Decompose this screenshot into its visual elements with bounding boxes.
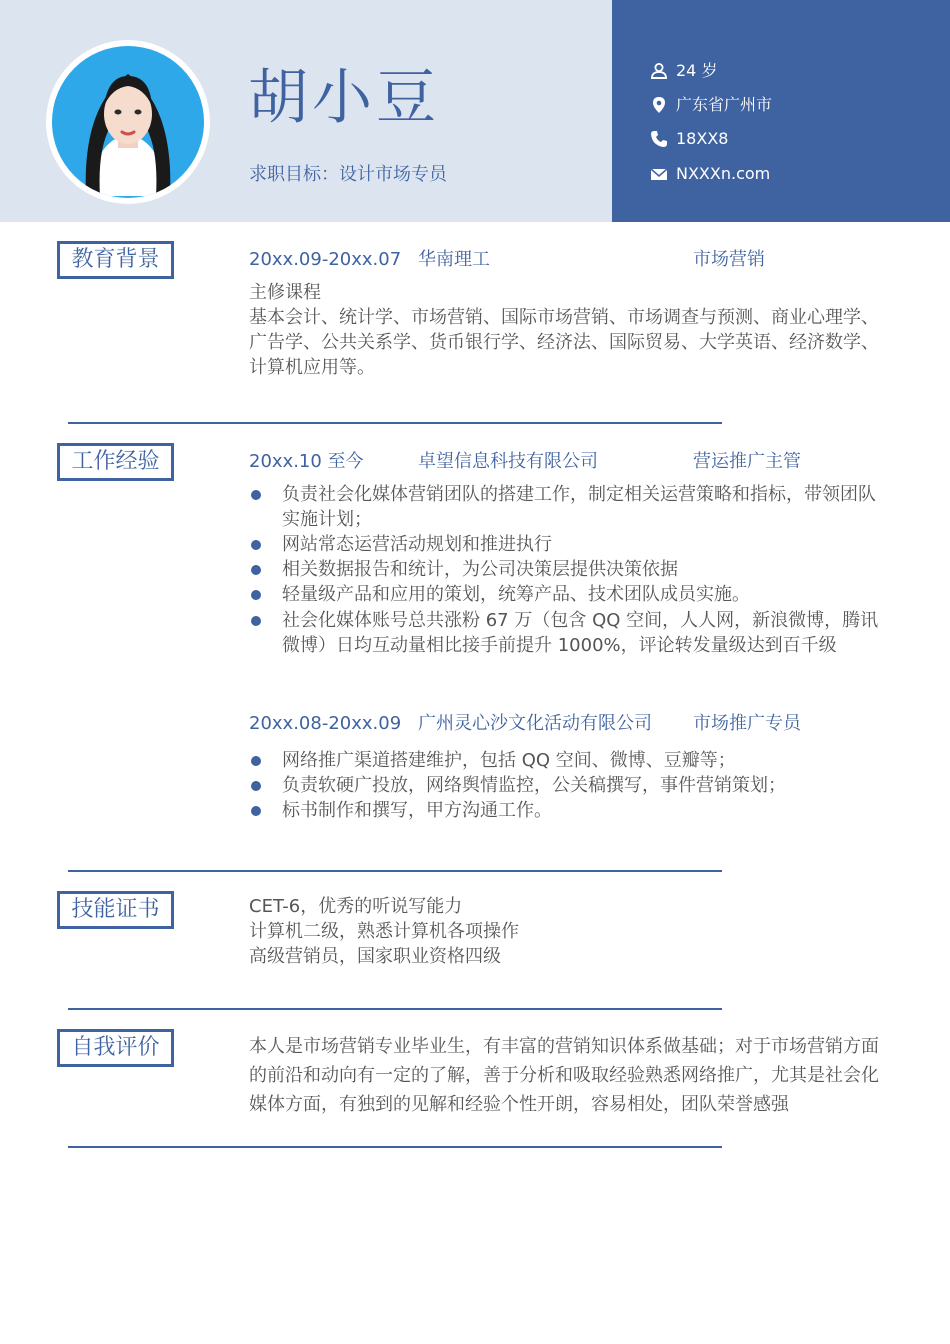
education-school: 华南理工 xyxy=(418,249,490,270)
section-divider xyxy=(68,422,722,424)
list-item: 负责软硬广投放，网络舆情监控，公关稿撰写，事件营销策划； xyxy=(249,773,889,798)
job-1-company: 卓望信息科技有限公司 xyxy=(418,451,598,472)
self-eval-section-title: 自我评价 xyxy=(57,1029,174,1067)
bullet-dot xyxy=(251,540,261,550)
bullet-dot xyxy=(251,590,261,600)
bullet-dot xyxy=(251,490,261,500)
list-item: 轻量级产品和应用的策划，统筹产品、技术团队成员实施。 xyxy=(249,582,889,607)
age-text: 24 岁 xyxy=(676,61,718,80)
candidate-name: 胡小豆 xyxy=(248,63,440,133)
contact-phone xyxy=(648,126,938,152)
bullet-dot xyxy=(251,616,261,626)
job-2-date: 20xx.08-20xx.09 xyxy=(249,713,402,734)
contact-email xyxy=(648,161,938,187)
course-list: 基本会计、统计学、市场营销、国际市场营销、市场调查与预测、商业心理学、广告学、公共关系学、货币银行学、经济法、国际贸易、大学英语、经济数学、计算机应用等。 xyxy=(249,307,879,378)
job-objective: 求职目标：设计市场专员 xyxy=(249,164,447,185)
job-1-position: 营运推广主管 xyxy=(693,451,801,472)
phone-icon xyxy=(648,128,670,150)
bullet-dot xyxy=(251,781,261,791)
self-eval-text: 本人是市场营销专业毕业生，有丰富的营销知识体系做基础；对于市场营销方面的前沿和动向有一定的了解，善于分析和吸取经验熟悉网络推广，尤其是社会化媒体方面，有独到的见解和经验个性开朗，容易相处，团队荣誉感强 xyxy=(249,1036,879,1115)
education-major: 市场营销 xyxy=(693,249,765,270)
bullet-dot xyxy=(251,565,261,575)
contact-location xyxy=(648,92,938,118)
job-2-position: 市场推广专员 xyxy=(693,713,801,734)
list-item: 标书制作和撰写，甲方沟通工作。 xyxy=(249,798,889,823)
skills-section-title: 技能证书 xyxy=(57,891,174,929)
user-icon xyxy=(648,60,670,82)
location-text: 广东省广州市 xyxy=(676,95,773,114)
email-text: NXXXn.com xyxy=(676,164,771,183)
contact-age xyxy=(648,58,938,84)
phone-text: 18XX8 xyxy=(676,129,729,148)
education-section-title: 教育背景 xyxy=(57,241,174,279)
mail-icon xyxy=(648,163,670,185)
list-item: 网络推广渠道搭建维护，包括 QQ 空间、微博、豆瓣等； xyxy=(249,748,889,773)
section-divider xyxy=(68,1146,722,1148)
course-label: 主修课程 xyxy=(249,282,321,303)
skill-item: 高级营销员，国家职业资格四级 xyxy=(249,946,501,967)
bullet-dot xyxy=(251,806,261,816)
skill-item: CET-6，优秀的听说写能力 xyxy=(249,896,463,917)
work-section-title: 工作经验 xyxy=(57,443,174,481)
list-item: 社会化媒体账号总共涨粉 67 万（包含 QQ 空间，人人网，新浪微博，腾讯微博）日均互动量相比接手前提升 1000%，评论转发量级达到百千级 xyxy=(249,608,889,658)
bullet-dot xyxy=(251,756,261,766)
job-2-company: 广州灵心沙文化活动有限公司 xyxy=(418,713,652,734)
list-item: 负责社会化媒体营销团队的搭建工作，制定相关运营策略和指标，带领团队实施计划； xyxy=(249,482,889,532)
list-item: 网站常态运营活动规划和推进执行 xyxy=(249,532,889,557)
job-1-date: 20xx.10 至今 xyxy=(249,451,364,472)
education-date: 20xx.09-20xx.07 xyxy=(249,249,402,270)
location-pin-icon xyxy=(648,94,670,116)
section-divider xyxy=(68,1008,722,1010)
profile-photo xyxy=(52,46,204,198)
avatar xyxy=(46,40,210,204)
section-divider xyxy=(68,870,722,872)
list-item: 相关数据报告和统计，为公司决策层提供决策依据 xyxy=(249,557,889,582)
skill-item: 计算机二级，熟悉计算机各项操作 xyxy=(249,921,519,942)
